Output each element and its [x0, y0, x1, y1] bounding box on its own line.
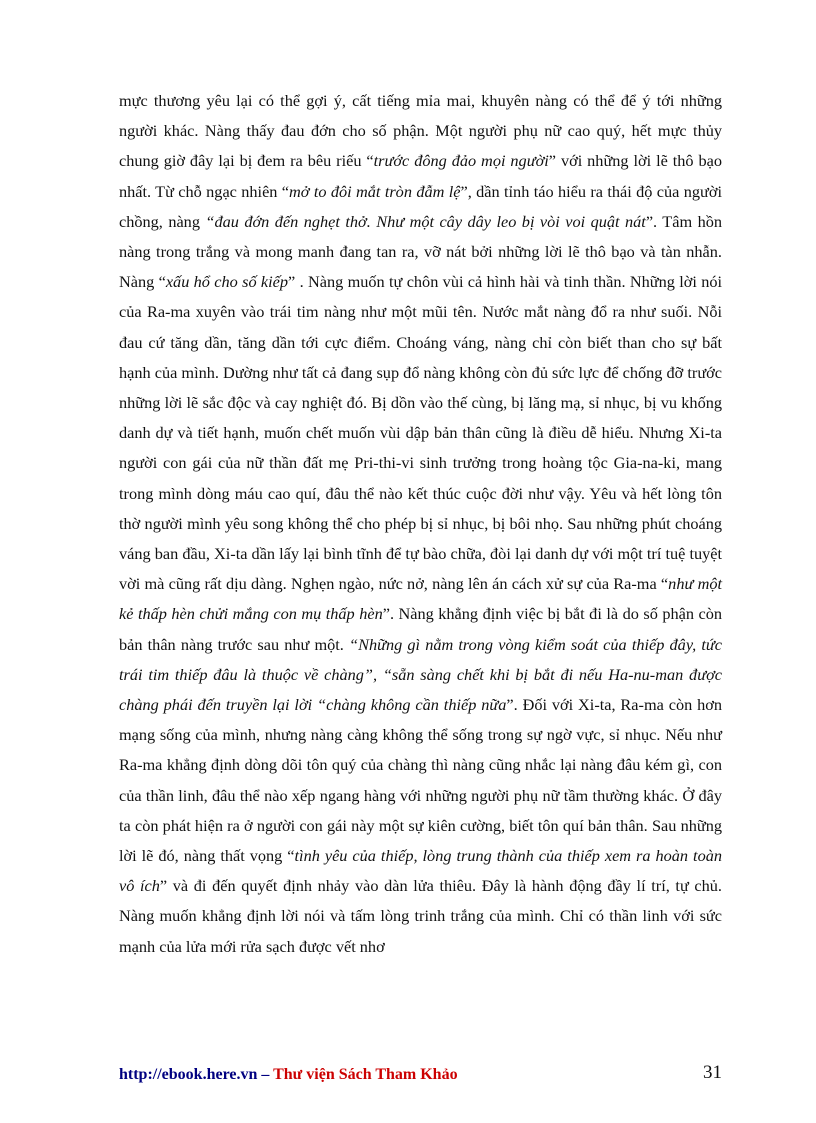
italic-quote: xấu hổ cho số kiếp [165, 272, 289, 292]
text-run: ”. Đối với Xi-ta, Ra-ma còn hơn mạng sống của mình, nhưng nàng càng không thể sống trong sự ngờ vực, sỉ nhục. Nếu như Ra-ma khẳng định dòng dõi tôn quý của chàng thì nàng cũng nhắc lại nàng đâu kém gì, con của thần linh, đâu thể nào xếp ngang hàng với những người phụ nữ tầm thường khác. Ở đây ta còn phát hiện ra ở người con gái này một sự kiên cường, biết tôn quí bản thân. Sau những lời lẽ đó, nàng thất vọng “ [119, 695, 722, 866]
text-run: ”. Tâm hồn nàng trong trắng và mong manh đang tan ra, vỡ nát bởi những lời lẽ thô bạo và tàn nhẫn. Nàng “ [119, 211, 722, 292]
italic-quote: trước đông đảo mọi người [373, 151, 549, 171]
page-footer [119, 1064, 722, 1086]
italic-quote: tình yêu của thiếp, lòng trung thành của thiếp xem ra hoàn toàn vô ích [119, 846, 722, 896]
body-paragraph [119, 86, 722, 962]
footer-separator: – [257, 1066, 274, 1083]
text-run: ” và đi đến quyết định nhảy vào dàn lửa thiêu. Đây là hành động đầy lí trí, tự chủ. Nàng muốn khẳng định lời nói và tấm lòng trinh trắng của mình. Chỉ có thần linh với sức mạnh của lửa mới rửa sạch được vết nhơ [119, 876, 723, 956]
text-run: ” . Nàng muốn tự chôn vùi cả hình hài và tinh thần. Những lời nói của Ra-ma xuyên vào trái tim nàng như một mũi tên. Nước mắt nàng đổ ra như suối. Nỗi đau cứ tăng dần, tăng dần tới cực điểm. Choáng váng, nàng chỉ còn biết than cho sự bất hạnh của mình. Dường như tất cả đang sụp đổ nàng không còn đủ sức lực để chống đỡ trước những lời lẽ sắc độc và cay nghiệt đó. Bị dồn vào thế cùng, bị lăng mạ, sỉ nhục, bị vu khống danh dự và tiết hạnh, muốn chết muốn vùi dập bản thân cũng là điều dễ hiểu. Nhưng Xi-ta người con gái của nữ thần đất mẹ Pri-thi-vi sinh trưởng trong hoàng tộc Gia-na-ki, mang trong mình dòng máu cao quí, đâu thể nào kết thúc cuộc đời như vậy. Yêu và hết lòng tôn thờ người mình yêu song không thể cho phép bị sỉ nhục, bị bôi nhọ. Sau những phút choáng váng ban đầu, Xi-ta dần lấy lại bình tĩnh để tự bào chữa, đòi lại danh dự với một trí tuệ tuyệt vời mà cũng rất dịu dàng. Nghẹn ngào, nức nở, nàng lên án cách xử sự của Ra-ma “ [119, 272, 723, 594]
footer-library-name: Thư viện Sách Tham Khảo [273, 1066, 458, 1083]
footer-url-link[interactable]: http://ebook.here.vn [119, 1066, 258, 1083]
italic-quote: “Những gì nằm trong vòng kiểm soát của thiếp đây, tức trái tim thiếp đâu là thuộc về chàng”, “sẵn sàng chết khi bị bắt đi nếu Ha-nu-man được chàng phái đến truyền lại lời “chàng không cần thiếp nữa [119, 634, 722, 715]
italic-quote: như một kẻ thấp hèn chửi mắng con mụ thấp hèn [119, 574, 723, 624]
text-run: ”. Nàng khẳng định việc bị bắt đi là do số phận còn bản thân nàng trước sau như một. [119, 604, 723, 654]
text-run: ” với những lời lẽ thô bạo nhất. Từ chỗ ngạc nhiên “ [119, 151, 722, 201]
page-number: 31 [703, 1062, 722, 1083]
text-run: mực thương yêu lại có thể gợi ý, cất tiếng mỉa mai, khuyên nàng có thể để ý tới những người khác. Nàng thấy đau đớn cho số phận. Một người phụ nữ cao quý, hết mực thủy chung giờ đây lại bị đem ra bêu riếu “ [119, 91, 722, 171]
text-run: ”, dần tỉnh táo hiểu ra thái độ của người chồng, nàng [119, 181, 722, 231]
italic-quote: “đau đớn đến nghẹt thở. Như một cây dây leo bị vòi voi quật nát [205, 211, 646, 231]
italic-quote: mở to đôi mắt tròn đẫm lệ [289, 181, 461, 201]
page-body [119, 86, 722, 962]
